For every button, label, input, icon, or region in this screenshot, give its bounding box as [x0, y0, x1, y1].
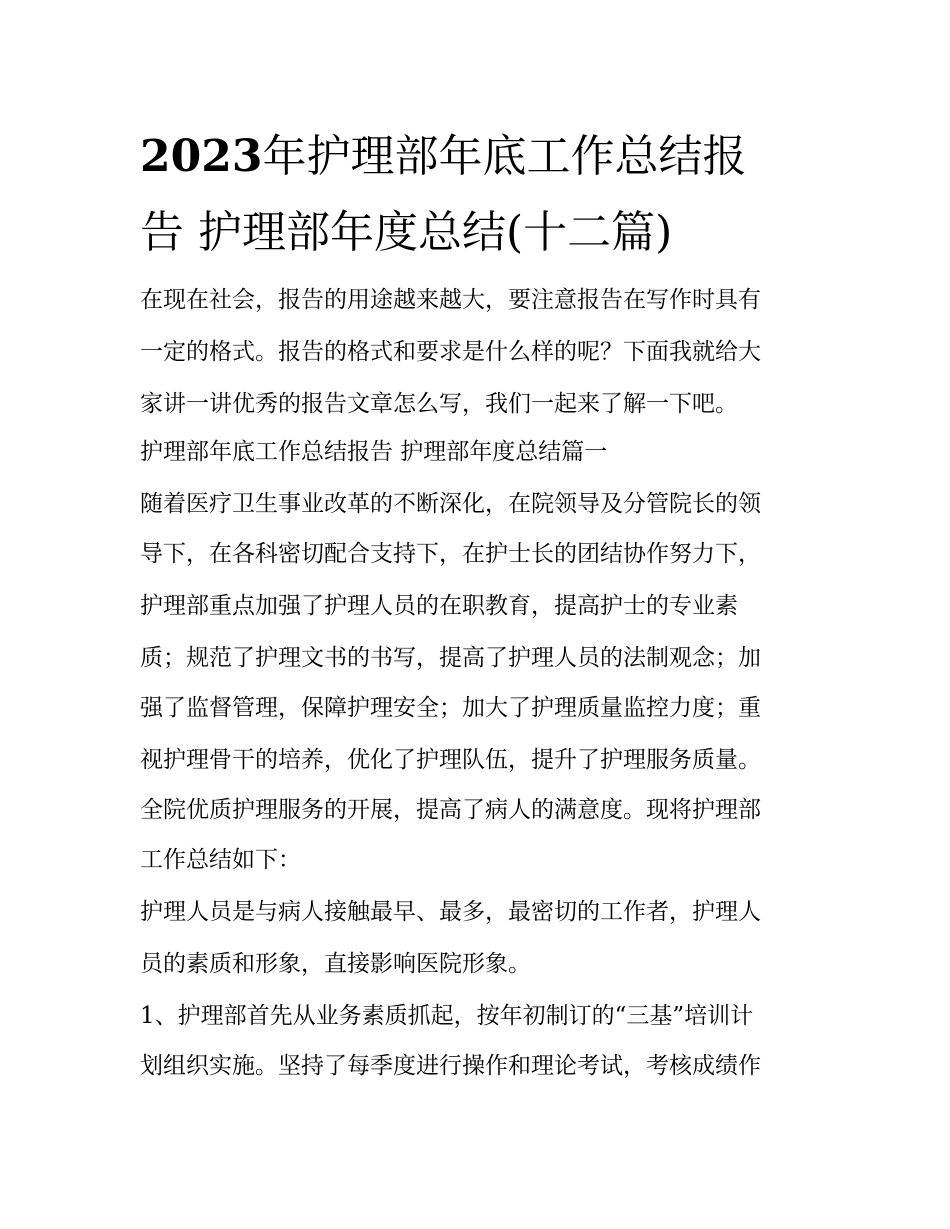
- body-line-3: 护理部重点加强了护理人员的在职教育，提高护士的专业素: [140, 593, 738, 619]
- list-item-1-line-2: 划组织实施。坚持了每季度进行操作和理论考试，考核成绩作: [140, 1053, 761, 1079]
- intro-line-2: 一定的格式。报告的格式和要求是什么样的呢？下面我就给大: [140, 339, 761, 365]
- document-title-line-1: [140, 120, 820, 184]
- intro-line-3: 家讲一讲优秀的报告文章怎么写，我们一起来了解一下吧。: [140, 391, 738, 417]
- list-item-1-line-1: 1、护理部首先从业务素质抓起，按年初制订的“三基”培训计: [140, 1003, 754, 1029]
- title-year: 2023: [140, 131, 263, 182]
- body-line-4: 质；规范了护理文书的书写，提高了护理人员的法制观念；加: [140, 645, 761, 671]
- body-line-2: 导下，在各科密切配合支持下，在护士长的团结协作努力下，: [140, 541, 761, 567]
- body-line-10: 员的素质和形象，直接影响医院形象。: [140, 951, 531, 977]
- body-line-1: 随着医疗卫生事业改革的不断深化，在院领导及分管院长的领: [140, 491, 761, 517]
- body-line-9: 护理人员是与病人接触最早、最多，最密切的工作者，护理人: [140, 899, 761, 925]
- section-heading: 护理部年底工作总结报告 护理部年度总结篇一: [140, 439, 608, 465]
- body-line-8: 工作总结如下：: [140, 847, 301, 873]
- document-title-line-2: 告 护理部年度总结(十二篇): [140, 207, 673, 258]
- body-line-6: 视护理骨干的培养，优化了护理队伍，提升了护理服务质量。: [140, 747, 761, 773]
- body-line-5: 强了监督管理，保障护理安全；加大了护理质量监控力度；重: [140, 695, 761, 721]
- title-line-1-text: 年护理部年底工作总结报: [262, 131, 747, 182]
- intro-line-1: 在现在社会，报告的用途越来越大，要注意报告在写作时具有: [140, 287, 761, 313]
- body-line-7: 全院优质护理服务的开展，提高了病人的满意度。现将护理部: [140, 797, 761, 823]
